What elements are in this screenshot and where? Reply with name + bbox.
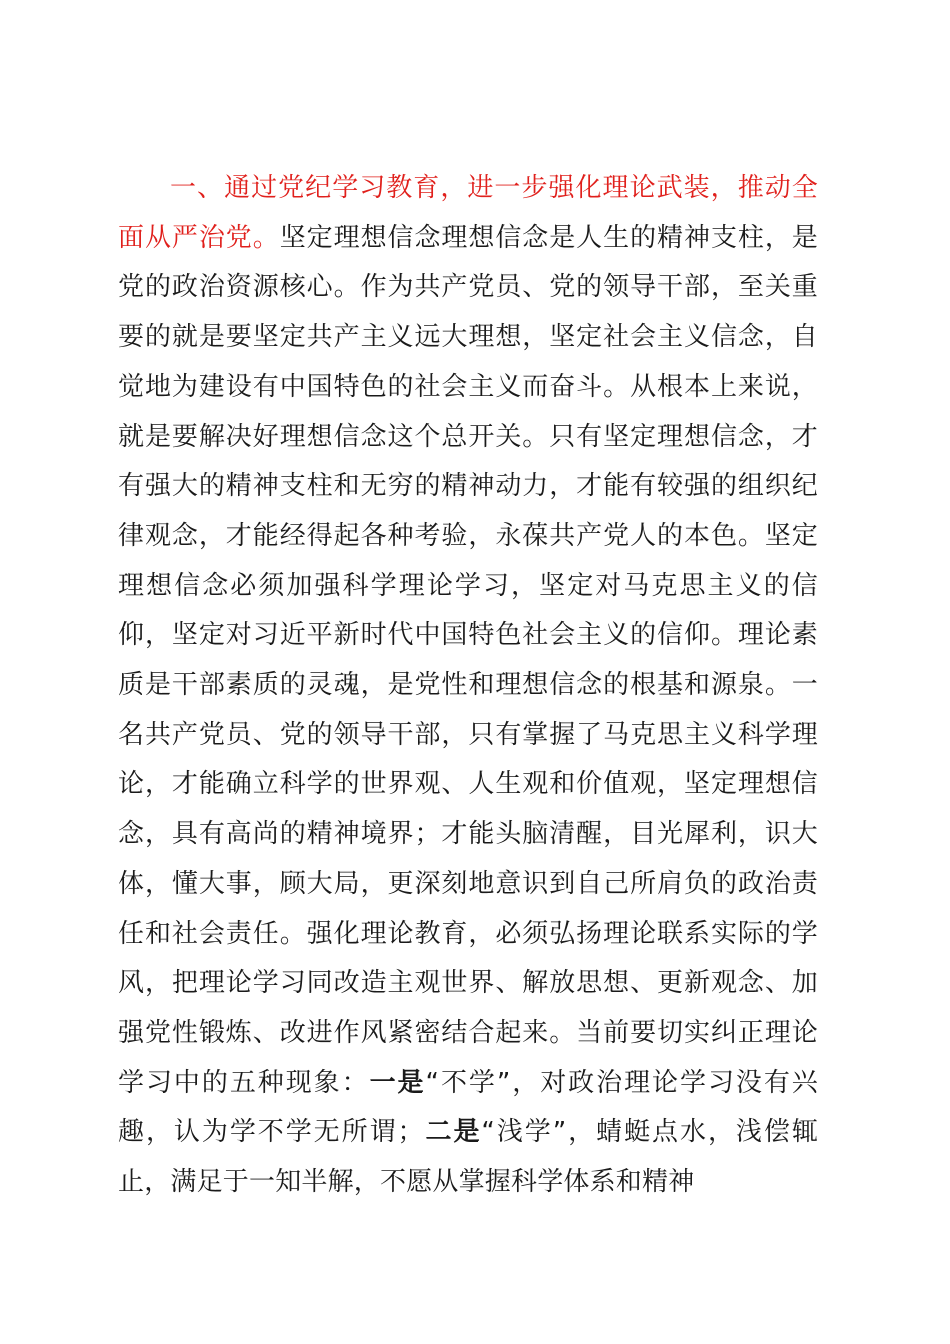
paragraph [118,164,818,1208]
body-text-1: 坚定理想信念理想信念是人生的精神支柱，是党的政治资源核心。作为共产党员、党的领导干部，至关重要的就是要坚定共产主义远大理想，坚定社会主义信念，自觉地为建设有中国特色的社会主义而奋斗。从根本上来说，就是要解决好理想信念这个总开关。只有坚定理想信念，才有强大的精神支柱和无穷的精神动力，才能有较强的组织纪律观念，才能经得起各种考验，永葆共产党人的本色。坚定理想信念必须加强科学理论学习，坚定对马克思主义的信仰，坚定对习近平新时代中国特色社会主义的信仰。理论素质是干部素质的灵魂，是党性和理想信念的根基和源泉。一名共产党员、党的领导干部，只有掌握了马克思主义科学理论，才能确立科学的世界观、人生观和价值观，坚定理想信念，具有高尚的精神境界；才能头脑清醒，目光犀利，识大体，懂大事，顾大局，更深刻地意识到自己所肩负的政治责任和社会责任。强化理论教育，必须弘扬理论联系实际的学风，把理论学习同改造主观世界、解放思想、更新观念、加强党性锻炼、改进作风紧密结合起来。当前要切实纠正理论学习中的五种现象： [118,222,818,1098]
body-text-2: “不学”，对政治理论学习没有兴趣，认为学不学无所谓； [118,1067,818,1148]
body-text-3: “浅学”，蜻蜓点水，浅偿辄止，满足于一知半解，不愿从掌握科学体系和精神 [118,1117,819,1198]
list-marker-2: 二是 [423,1117,482,1148]
section-heading: 一、通过党纪学习教育，进一步强化理论武装，推动全面从严治党。 [118,173,818,253]
list-marker-1: 一是 [369,1067,426,1098]
